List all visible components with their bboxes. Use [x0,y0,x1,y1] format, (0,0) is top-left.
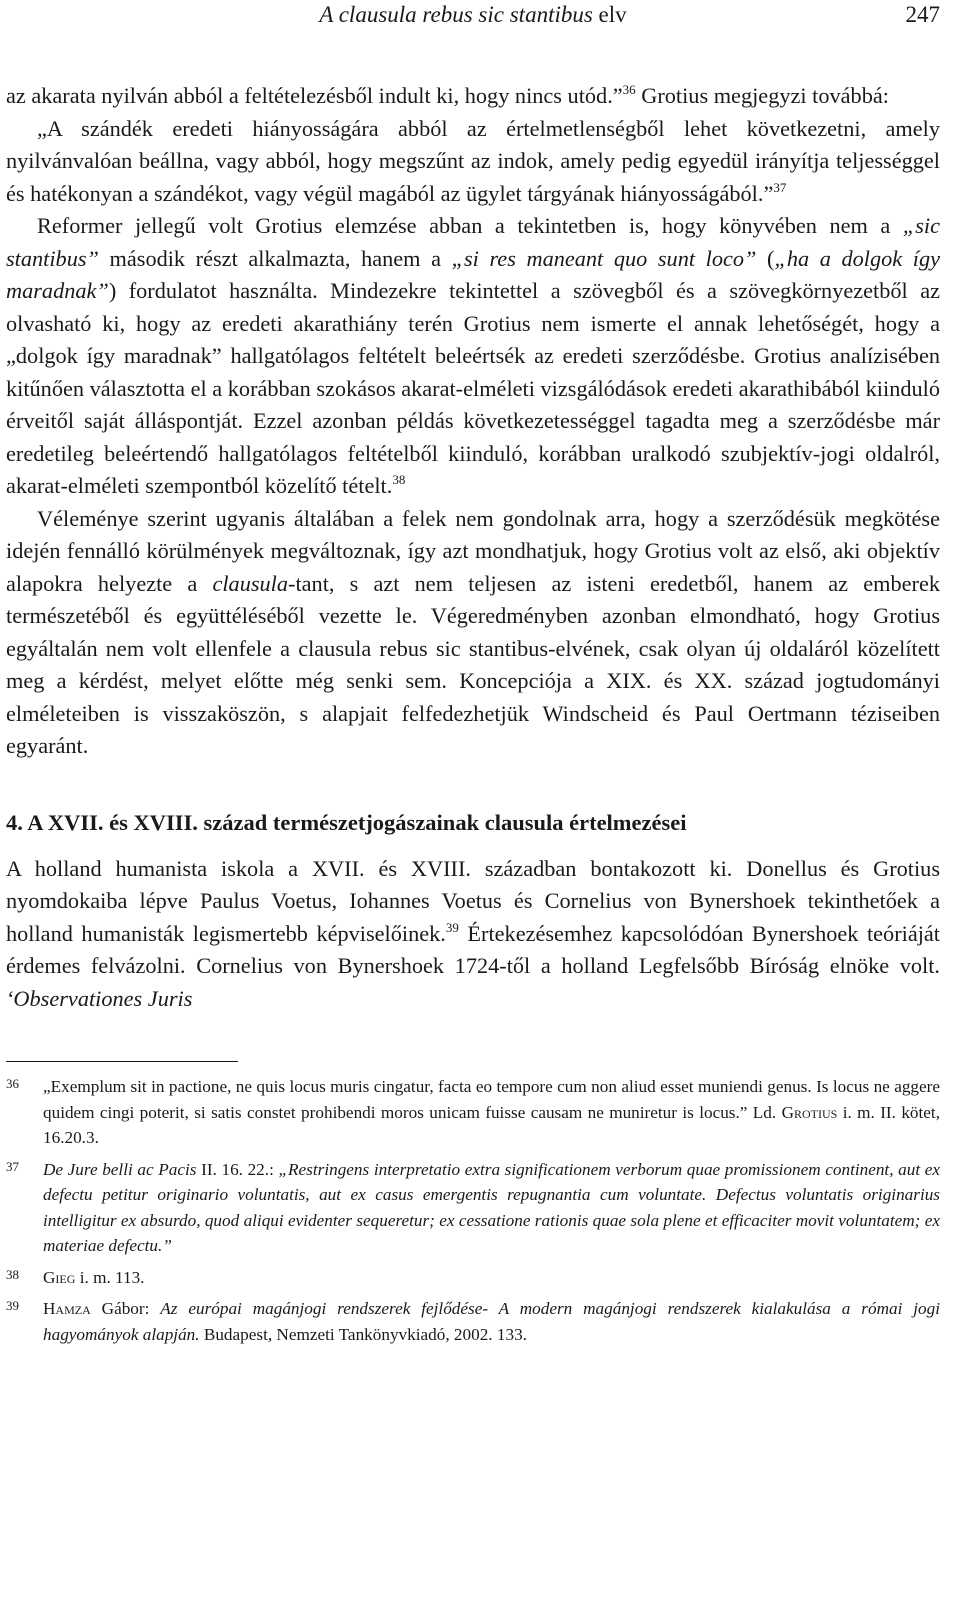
footnote-38: 38 Gieg i. m. 113. [6,1265,940,1291]
section-heading: 4. A XVII. és XVIII. század természetjogászainak clausula értelmezései [6,809,687,835]
main-text [6,80,940,763]
footnote-number: 37 [6,1158,19,1174]
footnote-number: 36 [6,1076,19,1091]
paragraph: Reformer jellegű volt Grotius elemzése abban a tekintetben is, hogy könyvében nem a „sic stantibus” második részt alkalmazta, hanem a „si res maneant quo sunt loco” („ha a dolgok így maradnak”) fordulatot használta. Mindezekre tekintettel a szövegből és a szövegkörnyezetből az olvasható ki, hogy az eredeti akarathiány terén Grotius nem ismerte el annak lehetőségét, hogy a „dolgok így maradnak” hallgatólagos feltételt beleértsék az eredeti szerződésbe. Grotius analízisében kitűnően választotta el a korábban szokásos akarat-elméleti vizsgálódások eredeti akarathibából kiinduló érveitől saját álláspontját. Ezzel azonban példás következetességgel tagadta meg a szerződésbe már eredetileg beleértendő hallgatólagos feltételből kiinduló, korábban uralkodó szubjektív-jogi oldalról, akarat-elméleti szempontból közelítő tételt.$^{38}$ [6,213,940,498]
footnote-39: 39 Hamza Gábor: Az európai magánjogi rendszerek fejlődése- A modern magánjogi rendszerek kialakulása a római jogi hagyományok alapján. Budapest, Nemzeti Tankönyvkiadó, 2002. 133. [6,1296,940,1347]
running-head-title: A clausula rebus sic stantibus elv [319,2,627,27]
footnote-36: 36 „Exemplum sit in pactione, ne quis locus muris cingatur, facta eo tempore cum non aliud esset muniendi genus. Is locus ne aggere quidem cingi poterit, si satis constet prohibendi moros unicam fuisse causam ne muniretur is locus.” Ld. Grotius i. m. II. kötet, 16.20.3. [6,1074,940,1151]
page-number: 247 [905,2,940,27]
footnote-ref[interactable]: 38 [392,472,406,487]
book-page [6,0,940,1353]
paragraph: Véleménye szerint ugyanis általában a felek nem gondolnak arra, hogy a szerződésük megkötése idején fennálló körülmények megváltoznak, így azt mondhatjuk, hogy Grotius volt az első, aki objektív alapokra helyezte a clausula-tant, s azt nem teljesen az isteni eredetből, hanem az emberek természetéből és együttéléséből vezette le. Végeredményben azonban elmondható, hogy Grotius egyáltalán nem volt ellenfele a clausula rebus sic stantibus-elvének, csak olyan új oldaláról közelített meg a kérdést, melyet előtte még senki sem. Koncepciója a XIX. és XX. század jogtudományi elméleteiben is visszaköszön, s alapjait felfedezhetjük Windscheid és Paul Oertmann téziseiben egyaránt. [6,505,940,758]
footnote-37: 37 De Jure belli ac Pacis II. 16. 22.: „Restringens interpretatio extra significationem verborum quae promissionem continent, aut ex defectu petitur originario voluntatis, aut ex casus emergentis repugnantia cum voluntate. Defectus voluntatis originarius intelligitur ex absurdo, quod aliqui evidenter sequeretur; ex cessatione rationis quae sola plene et efficaciter movit voluntatem; ex materiae defectu.” [6,1157,940,1259]
paragraph: A holland humanista iskola a XVII. és XVIII. században bontakozott ki. Donellus és Grotius nyomdokaiba lépve Paulus Voetus, Iohannes Voetus és Cornelius von Bynershoek tekinthetőek a holland humanisták legismertebb képviselőinek.$^{39}$ Értekezésemhez kapcsolódóan Bynershoek teóriáját érdemes felvázolni. Cornelius von Bynershoek 1724-től a holland Legfelsőbb Bíróság elnöke volt. ‘Observationes Juris [6,855,941,1011]
footnote-ref[interactable]: 36 [622,82,636,97]
footnotes [6,1074,940,1347]
footnote-ref[interactable]: 37 [773,179,787,195]
footnote-number: 38 [6,1266,19,1282]
block-quote: „A szándék eredeti hiányosságára abból az értelmetlenségből lehet következetni, amely nyilvánvalóan beállna, vagy abból, hogy megszűnt az indok, amely pedig egyedül irányítja teljességgel és hatékonyan a szándékot, vagy végül magából az ügylet tárgyának hiányosságából.”$^{37}$ [6,115,940,206]
section-text [6,853,940,1016]
paragraph: az akarata nyilván abból a feltételezésből indult ki, hogy nincs utód.”$^{36}$ Grotius megjegyzi továbbá: [6,82,889,108]
footnote-number: 39 [6,1298,19,1313]
footnote-divider [6,1061,238,1062]
footnote-ref[interactable]: 39 [445,919,459,935]
running-head [6,2,940,36]
